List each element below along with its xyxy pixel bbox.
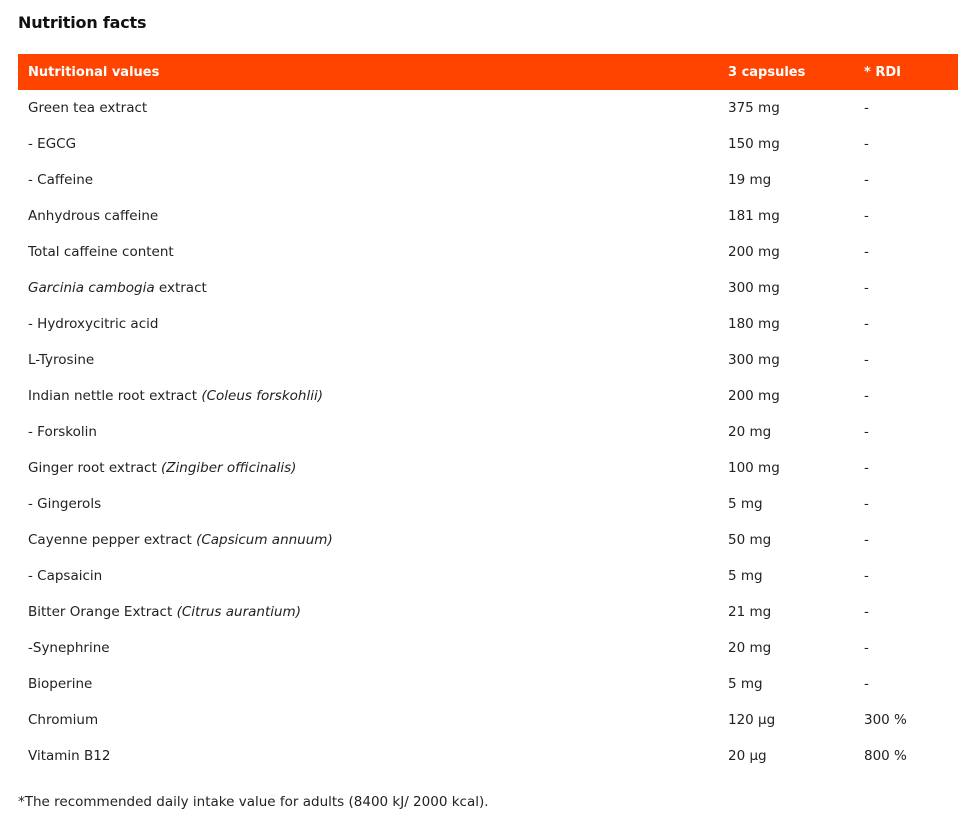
amount-cell: 5 mg — [728, 568, 763, 584]
ingredient-name-cell — [18, 558, 718, 594]
ingredient-name: -Synephrine — [28, 640, 110, 656]
amount-cell: 21 mg — [728, 604, 772, 620]
ingredient-name: - EGCG — [28, 136, 77, 152]
amount-cell: 50 mg — [728, 532, 772, 548]
ingredient-name: Total caffeine content — [28, 244, 174, 260]
ingredient-name-cell — [18, 450, 718, 486]
ingredient-name: - Caffeine — [28, 172, 94, 188]
rdi-cell: - — [864, 208, 869, 224]
ingredient-name-cell — [18, 702, 718, 738]
table-row — [18, 630, 958, 666]
ingredient-name: - Forskolin — [28, 424, 97, 440]
amount-cell: 300 mg — [728, 352, 780, 368]
ingredient-name: Anhydrous caffeine — [28, 208, 159, 224]
ingredient-name-cell — [18, 162, 718, 198]
amount-cell: 5 mg — [728, 496, 763, 512]
rdi-cell: - — [864, 316, 869, 332]
table-row — [18, 450, 958, 486]
rdi-cell: - — [864, 568, 869, 584]
ingredient-name-cell — [18, 234, 718, 270]
amount-cell: 200 mg — [728, 244, 780, 260]
ingredient-name: - Hydroxycitric acid — [28, 316, 159, 332]
ingredient-name: extract — [158, 280, 207, 296]
rdi-cell: - — [864, 604, 869, 620]
table-row — [18, 486, 958, 522]
rdi-cell: - — [864, 244, 869, 260]
rdi-cell: - — [864, 100, 869, 116]
rdi-cell: - — [864, 532, 869, 548]
ingredient-name: Indian nettle root extract — [28, 388, 198, 404]
ingredient-latin-name: (Capsicum annuum) — [196, 532, 333, 548]
table-row — [18, 234, 958, 270]
ingredient-name-cell — [18, 126, 718, 162]
table-row — [18, 198, 958, 234]
column-header-nutritional-values: Nutritional values — [28, 64, 160, 80]
table-row — [18, 378, 958, 414]
amount-cell: 20 mg — [728, 640, 772, 656]
table-header — [18, 54, 958, 90]
amount-cell: 150 mg — [728, 136, 780, 152]
table-row — [18, 270, 958, 306]
amount-cell: 20 µg — [728, 748, 767, 764]
rdi-cell: - — [864, 352, 869, 368]
ingredient-name-cell — [18, 738, 718, 774]
table-row — [18, 594, 958, 630]
rdi-cell: - — [864, 496, 869, 512]
rdi-cell: - — [864, 640, 869, 656]
ingredient-name: Cayenne pepper extract — [28, 532, 192, 548]
amount-cell: 19 mg — [728, 172, 772, 188]
rdi-cell: - — [864, 280, 869, 296]
ingredient-name: - Gingerols — [28, 496, 102, 512]
page-title: Nutrition facts — [18, 13, 147, 32]
amount-cell: 180 mg — [728, 316, 780, 332]
amount-cell: 300 mg — [728, 280, 780, 296]
table-body — [18, 90, 958, 774]
ingredient-latin-name: (Coleus forskohlii) — [201, 388, 323, 404]
amount-cell: 20 mg — [728, 424, 772, 440]
table-row — [18, 738, 958, 774]
table-row — [18, 666, 958, 702]
ingredient-name-cell — [18, 666, 718, 702]
ingredient-name-cell — [18, 198, 718, 234]
ingredient-name: Vitamin B12 — [28, 748, 111, 764]
ingredient-name-cell — [18, 486, 718, 522]
ingredient-name: - Capsaicin — [28, 568, 103, 584]
table-row — [18, 702, 958, 738]
table-row — [18, 558, 958, 594]
amount-cell: 200 mg — [728, 388, 780, 404]
amount-cell: 375 mg — [728, 100, 780, 116]
amount-cell: 181 mg — [728, 208, 780, 224]
column-header-amount: 3 capsules — [728, 64, 806, 80]
ingredient-name-cell — [18, 414, 718, 450]
ingredient-name: Ginger root extract — [28, 460, 157, 476]
ingredient-name: Chromium — [28, 712, 99, 728]
rdi-cell: 800 % — [864, 748, 907, 764]
ingredient-name-cell — [18, 378, 718, 414]
table-row — [18, 522, 958, 558]
footnote: *The recommended daily intake value for adults (8400 kJ/ 2000 kcal). — [18, 794, 489, 810]
amount-cell: 5 mg — [728, 676, 763, 692]
rdi-cell: - — [864, 172, 869, 188]
rdi-cell: 300 % — [864, 712, 907, 728]
ingredient-name: Green tea extract — [28, 100, 148, 116]
ingredient-name-cell — [18, 630, 718, 666]
table-row — [18, 90, 958, 126]
ingredient-name-cell — [18, 342, 718, 378]
amount-cell: 120 µg — [728, 712, 776, 728]
rdi-cell: - — [864, 460, 869, 476]
ingredient-name-cell — [18, 306, 718, 342]
ingredient-name-cell — [18, 594, 718, 630]
table-row — [18, 414, 958, 450]
column-header-rdi: * RDI — [864, 64, 901, 80]
ingredient-name-cell — [18, 90, 718, 126]
ingredient-latin-name: (Citrus aurantium) — [176, 604, 301, 620]
ingredient-latin-name: Garcinia cambogia — [28, 280, 155, 296]
amount-cell: 100 mg — [728, 460, 780, 476]
table-row — [18, 306, 958, 342]
ingredient-latin-name: (Zingiber officinalis) — [161, 460, 297, 476]
rdi-cell: - — [864, 424, 869, 440]
ingredient-name: Bitter Orange Extract — [28, 604, 173, 620]
ingredient-name-cell — [18, 522, 718, 558]
ingredient-name-cell — [18, 270, 718, 306]
table-row — [18, 126, 958, 162]
rdi-cell: - — [864, 388, 869, 404]
table-row — [18, 162, 958, 198]
rdi-cell: - — [864, 136, 869, 152]
ingredient-name: L-Tyrosine — [28, 352, 95, 368]
table-row — [18, 342, 958, 378]
nutrition-table — [18, 54, 958, 774]
table-header-row — [18, 54, 958, 90]
rdi-cell: - — [864, 676, 869, 692]
ingredient-name: Bioperine — [28, 676, 93, 692]
